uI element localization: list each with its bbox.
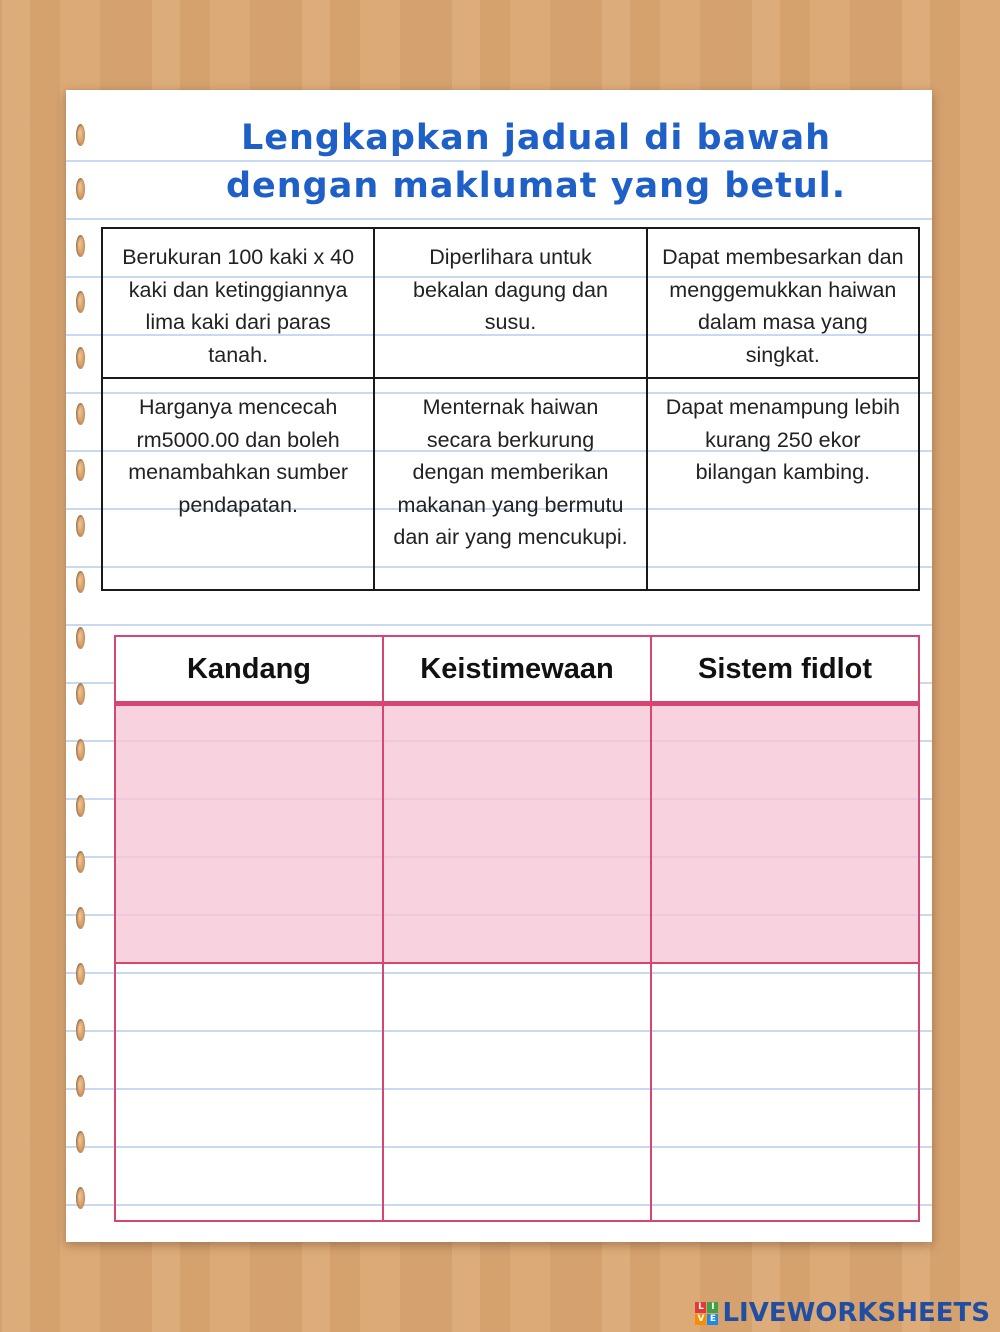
answer-row <box>115 704 919 964</box>
drop-zone-sistem-fidlot-1[interactable] <box>651 704 919 964</box>
drop-zone-kandang-1[interactable] <box>115 704 383 964</box>
liveworksheets-logo-icon <box>695 1302 718 1325</box>
binder-hole <box>76 178 85 200</box>
header-kandang: Kandang <box>115 636 383 704</box>
answer-header-row <box>115 636 919 704</box>
binder-hole <box>76 291 85 313</box>
draggable-info-card[interactable]: Diperlihara untuk bekalan dagung dan susu. <box>374 228 646 378</box>
drop-zone-keistimewaan-1[interactable] <box>383 704 651 964</box>
liveworksheets-brand <box>695 1298 990 1328</box>
binder-hole <box>76 907 85 929</box>
binder-hole <box>76 963 85 985</box>
header-sistem-fidlot: Sistem fidlot <box>651 636 919 704</box>
binder-hole <box>76 795 85 817</box>
binder-hole <box>76 1019 85 1041</box>
answer-row <box>115 963 919 1221</box>
draggable-info-card[interactable]: Dapat membesarkan dan menggemukkan haiwan dalam masa yang singkat. <box>647 228 919 378</box>
binder-hole <box>76 627 85 649</box>
binder-hole <box>76 124 85 146</box>
brand-name: LIVEWORKSHEETS <box>722 1298 990 1328</box>
binder-hole <box>76 515 85 537</box>
title-line-1: Lengkapkan jadual di bawah <box>240 118 832 158</box>
title-line-2: dengan maklumat yang betul. <box>225 166 847 206</box>
drop-zone-kandang-2[interactable] <box>115 963 383 1221</box>
binder-hole <box>76 459 85 481</box>
drop-zone-sistem-fidlot-2[interactable] <box>651 963 919 1221</box>
draggable-info-card[interactable]: Berukuran 100 kaki x 40 kaki dan ketinggiannya lima kaki dari paras tanah. <box>102 228 374 378</box>
answer-table <box>114 635 920 1222</box>
worksheet-paper <box>66 90 932 1242</box>
binder-hole <box>76 403 85 425</box>
draggable-info-card[interactable]: Dapat menampung lebih kurang 250 ekor bilangan kambing. <box>647 378 919 590</box>
logo-letter: I <box>707 1302 718 1313</box>
binder-hole <box>76 683 85 705</box>
info-table <box>101 227 920 591</box>
worksheet-title <box>196 114 876 210</box>
binder-hole <box>76 1075 85 1097</box>
binder-hole <box>76 851 85 873</box>
drop-zone-keistimewaan-2[interactable] <box>383 963 651 1221</box>
binder-hole <box>76 1187 85 1209</box>
binder-hole <box>76 1131 85 1153</box>
logo-letter: L <box>695 1302 706 1313</box>
binder-hole <box>76 347 85 369</box>
info-row <box>102 378 919 590</box>
logo-letter: E <box>707 1314 718 1325</box>
binder-hole <box>76 571 85 593</box>
binder-hole <box>76 235 85 257</box>
logo-letter: V <box>695 1314 706 1325</box>
header-keistimewaan: Keistimewaan <box>383 636 651 704</box>
draggable-info-card[interactable]: Menternak haiwan secara berkurung dengan memberikan makanan yang bermutu dan air yang mencukupi. <box>374 378 646 590</box>
draggable-info-card[interactable]: Harganya mencecah rm5000.00 dan boleh menambahkan sumber pendapatan. <box>102 378 374 590</box>
binder-hole <box>76 739 85 761</box>
info-row <box>102 228 919 378</box>
